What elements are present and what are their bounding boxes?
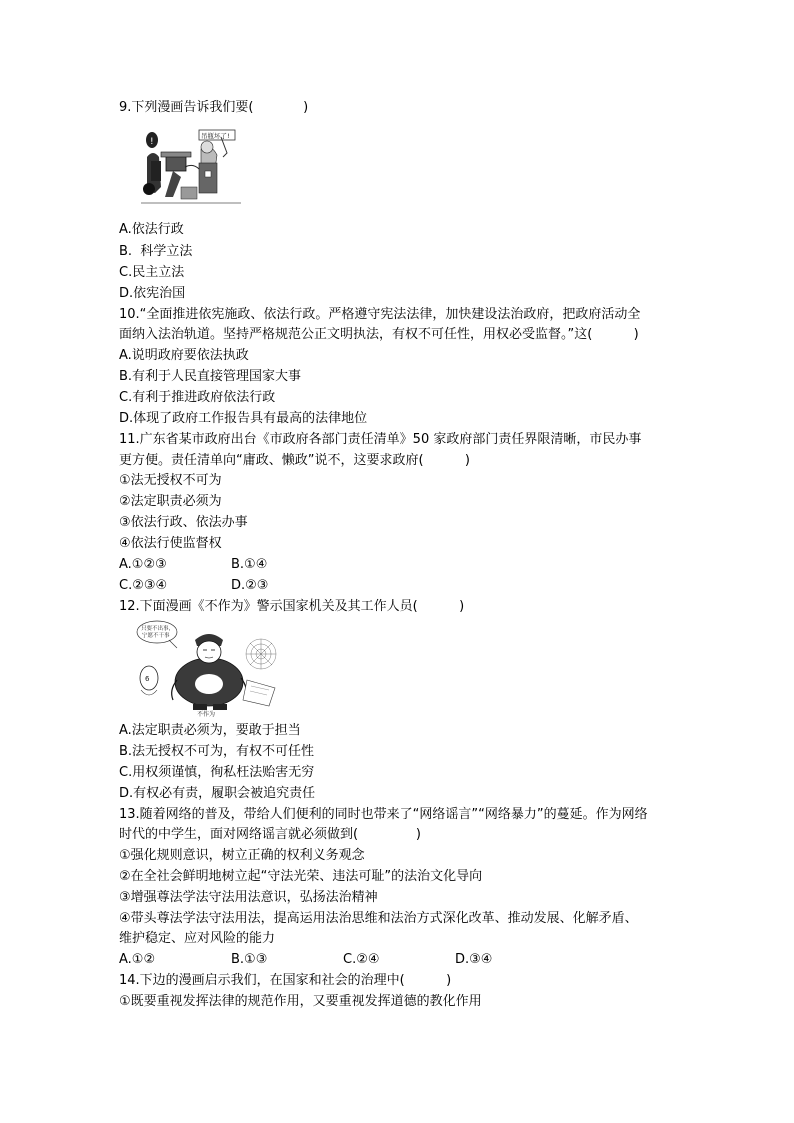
q12-bubble-line1: 只要不出事， — [141, 626, 175, 632]
q12-cartoon-caption: 不作为 — [197, 711, 216, 718]
q13-item-1: ①强化规则意识，树立正确的权利义务观念 — [119, 848, 365, 863]
q11-item-3: ③依法行政、依法办事 — [119, 515, 248, 530]
q9-option-c: C.民主立法 — [119, 265, 185, 280]
q11-answer-b: B.①④ — [231, 557, 268, 572]
q12-cartoon — [129, 620, 287, 718]
q12-stem: 12.下面漫画《不作为》警示国家机关及其工作人员( ) — [119, 599, 465, 614]
q13-stem-line2: 时代的中学生，面对网络谣言就必须做到( ) — [119, 827, 421, 842]
svg-text:!: ! — [150, 137, 154, 147]
q13-answer-b: B.①③ — [231, 952, 268, 967]
q13-answer-c: C.②④ — [343, 952, 380, 967]
q10-stem-line1: 10.“全面推进依宪施政、依法行政。严格遵守宪法法律，加快建设法治政府，把政府活动全 — [119, 307, 641, 322]
q10-option-c: C.有利于推进政府依法行政 — [119, 390, 276, 405]
q12-option-b: B.法无授权不可为，有权不可任性 — [119, 744, 315, 759]
q13-item-4-cont: 维护稳定、应对风险的能力 — [119, 931, 276, 946]
q13-answer-d: D.③④ — [455, 952, 493, 967]
q13-answer-a: A.①② — [119, 952, 156, 967]
q11-answer-a: A.①②③ — [119, 557, 167, 572]
q12-option-a: A.法定职责必须为，要敢于担当 — [119, 723, 301, 738]
q9-stem: 9.下列漫画告诉我们要( ) — [119, 100, 309, 115]
q9-option-a: A.依法行政 — [119, 222, 184, 237]
q9-option-b: B. 科学立法 — [119, 244, 193, 259]
q11-item-1: ①法无授权不可为 — [119, 473, 222, 488]
q11-answer-c: C.②③④ — [119, 578, 168, 593]
q11-stem-line1: 11.广东省某市政府出台《市政府各部门责任清单》50 家政府部门责任界限清晰，市民办事 — [119, 432, 642, 447]
q12-option-c: C.用权须谨慎，徇私枉法贻害无穷 — [119, 765, 315, 780]
q13-item-2: ②在全社会鲜明地树立起“守法光荣、违法可耻”的法治文化导向 — [119, 869, 483, 884]
q12-bubble-line2: 宁愿不干事 — [142, 633, 170, 639]
q10-stem-line2: 面纳入法治轨道。坚持严格规范公正文明执法，有权不可任性，用权必受监督。”这( ) — [119, 327, 639, 342]
q10-option-b: B.有利于人民直接管理国家大事 — [119, 369, 302, 384]
q11-answer-d: D.②③ — [231, 578, 269, 593]
q9-cartoon — [141, 127, 241, 207]
q9-option-d: D.依宪治国 — [119, 286, 186, 301]
q13-stem-line1: 13.随着网络的普及，带给人们便利的同时也带来了“网络谣言”“网络暴力”的蔓延。作为网络 — [119, 807, 648, 822]
q9-cartoon-bubble: 吊瓶坏了! — [201, 132, 230, 140]
q11-item-2: ②法定职责必须为 — [119, 494, 222, 509]
q11-item-4: ④依法行使监督权 — [119, 536, 222, 551]
q13-item-4: ④带头尊法学法守法用法，提高运用法治思维和法治方式深化改革、推动发展、化解矛盾、 — [119, 911, 638, 926]
q12-option-d: D.有权必有责，履职会被追究责任 — [119, 786, 316, 801]
q11-stem-line2: 更方便。责任清单向“庸政、懒政”说不，这要求政府( ) — [119, 453, 470, 468]
q13-item-3: ③增强尊法学法守法用法意识，弘扬法治精神 — [119, 890, 378, 905]
q10-option-d: D.体现了政府工作报告具有最高的法律地位 — [119, 411, 368, 426]
q10-option-a: A.说明政府要依法执政 — [119, 348, 249, 363]
q14-stem: 14.下边的漫画启示我们，在国家和社会的治理中( ) — [119, 973, 452, 988]
q14-item-1: ①既要重视发挥法律的规范作用，又要重视发挥道德的教化作用 — [119, 994, 482, 1009]
svg-text:6: 6 — [145, 675, 150, 683]
